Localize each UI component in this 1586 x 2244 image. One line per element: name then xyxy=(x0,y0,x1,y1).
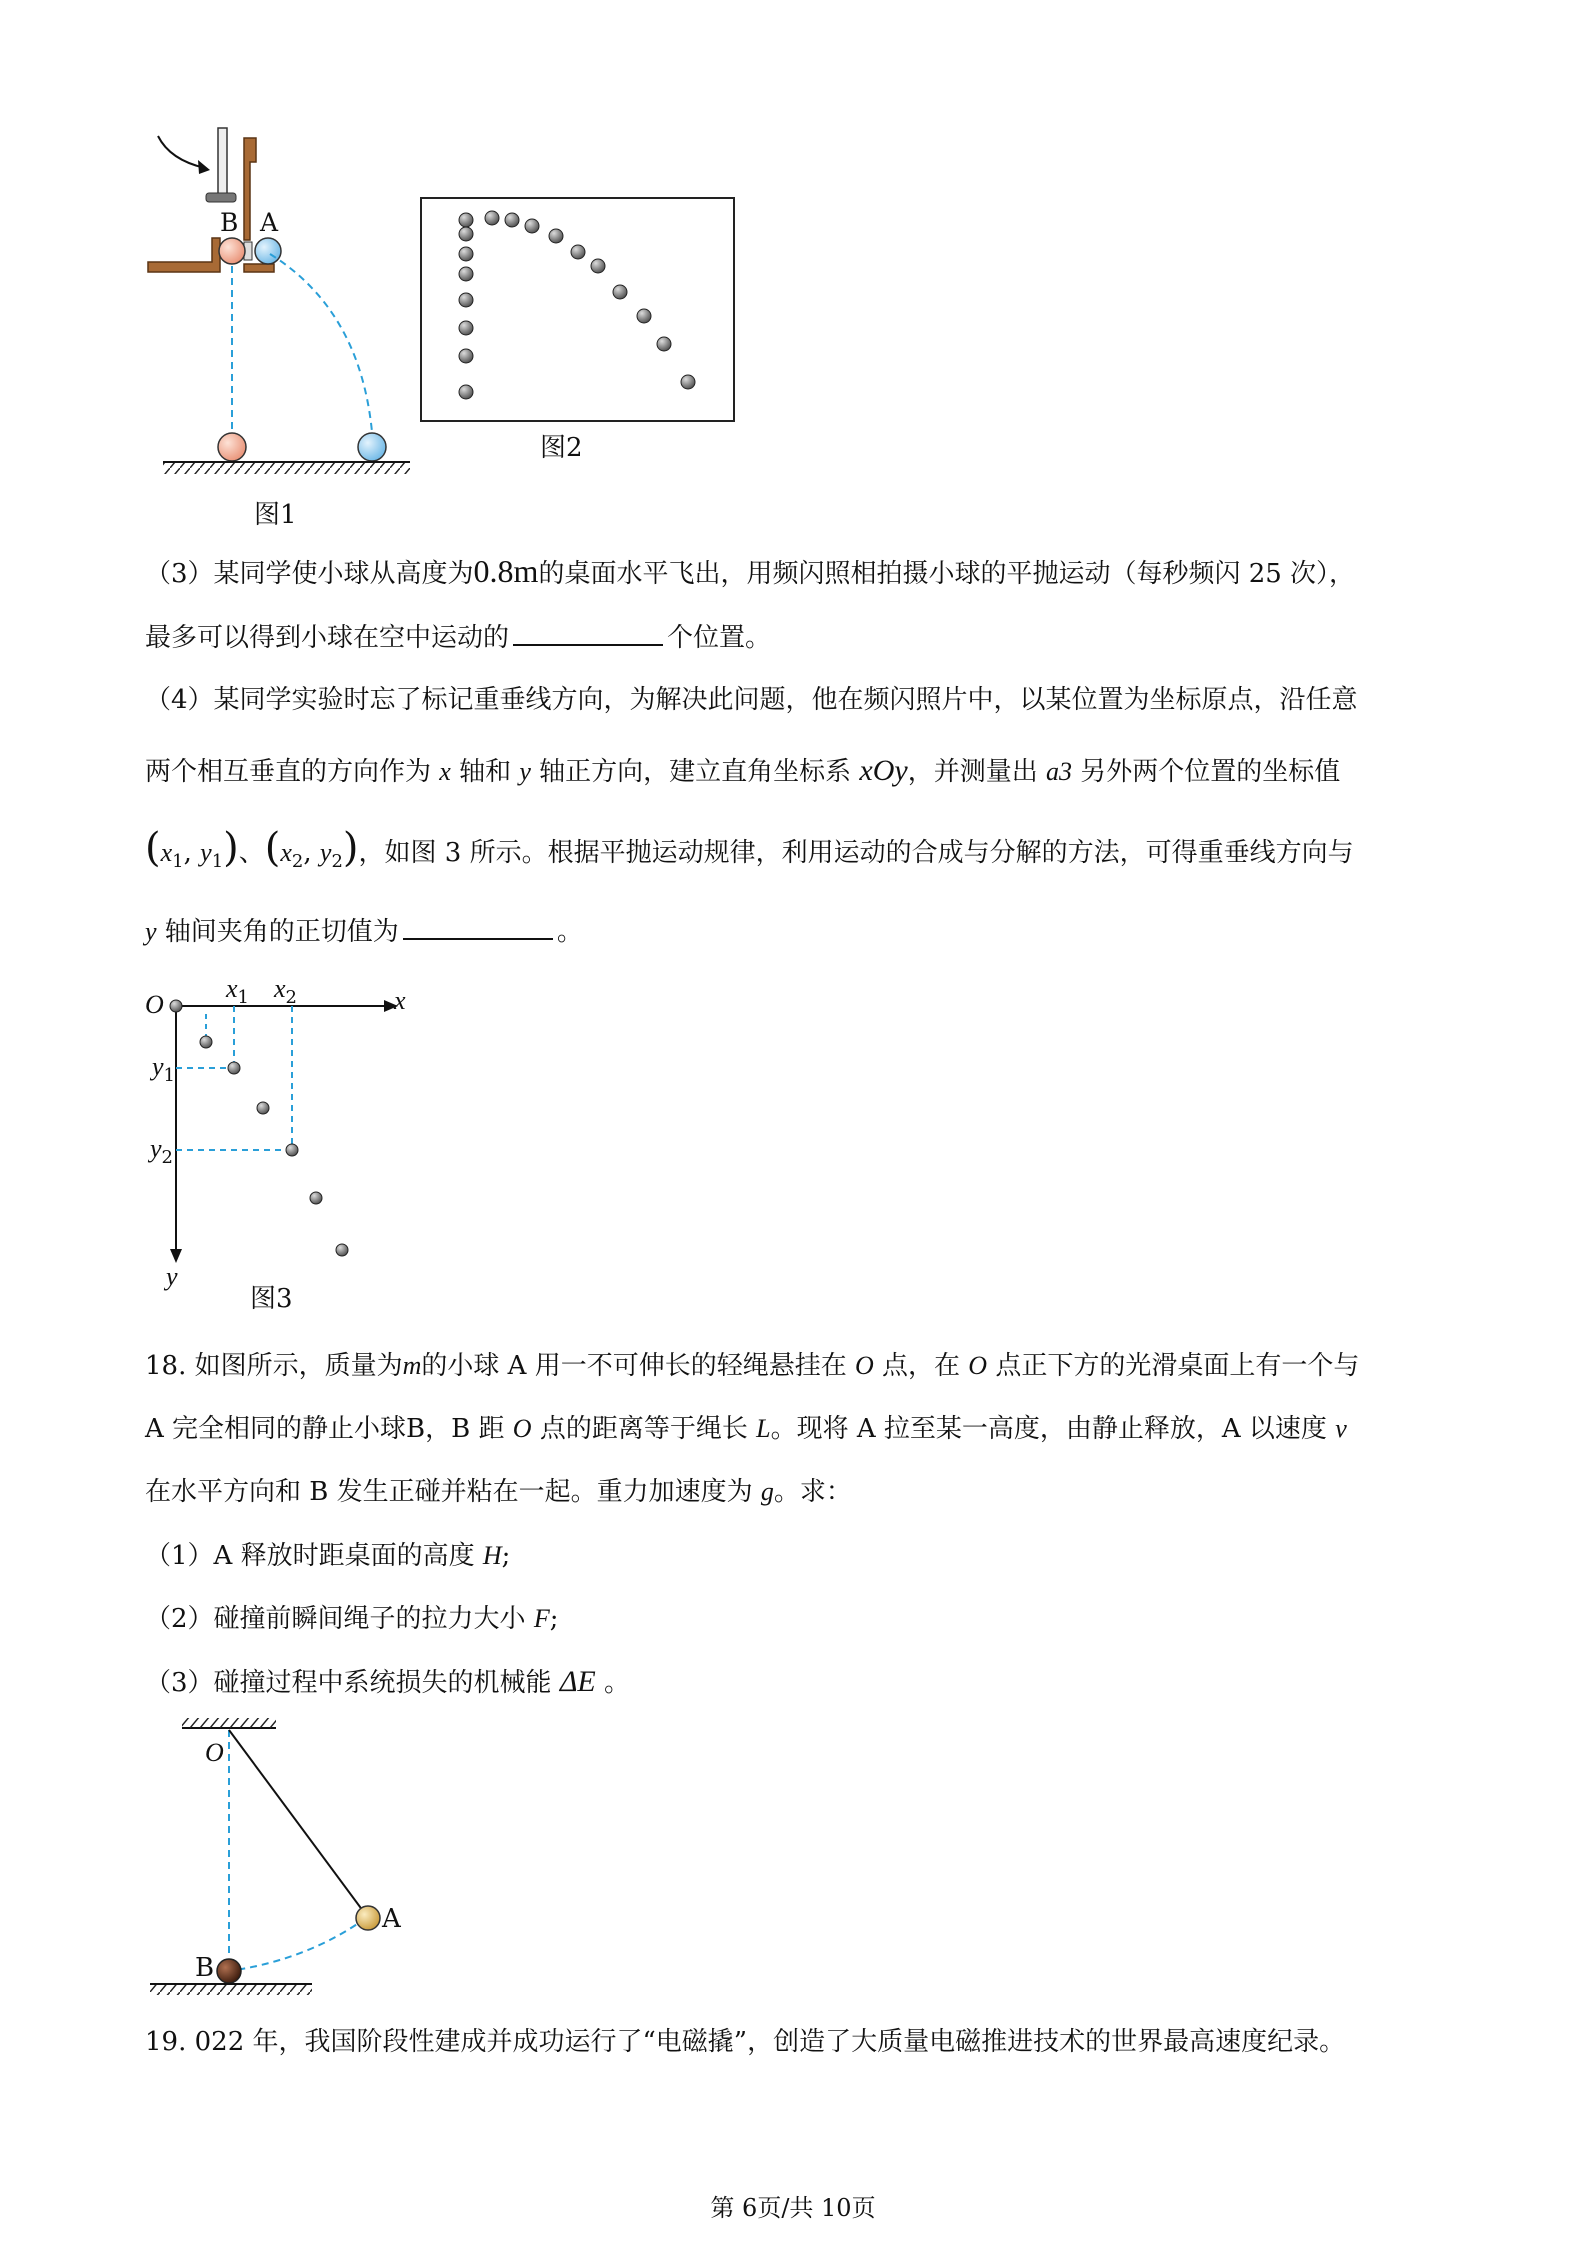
page-footer: 第 6页/共 10页 xyxy=(710,2194,876,2222)
left-shelf xyxy=(148,238,220,272)
ball-a-bottom xyxy=(358,433,386,461)
fig3-y1-label: $y_1$ xyxy=(152,1052,175,1087)
fig3-origin-label: O xyxy=(145,990,164,1019)
answer-blank-1 xyxy=(513,618,663,646)
fig3-dot xyxy=(336,1244,348,1256)
path-a xyxy=(270,254,372,432)
fig4-label-a: A xyxy=(382,1904,401,1934)
flash-dot xyxy=(525,219,539,233)
flash-dot xyxy=(459,247,473,261)
fig3-caption: 图3 xyxy=(250,1284,293,1314)
flash-dot xyxy=(459,227,473,241)
fig3-dot xyxy=(310,1192,322,1204)
fig1-caption: 图1 xyxy=(254,500,297,530)
q18-line2: A 完全相同的静止小球B，B 距 O 点的距离等于绳长 L。现将 A 拉至某一高度，由静止释放，A 以速度 v xyxy=(145,1414,1347,1444)
fig3-y-axis-label: y xyxy=(166,1262,178,1291)
arc-path xyxy=(236,1918,366,1970)
fig4-label-o: O xyxy=(205,1738,224,1767)
flash-dot xyxy=(459,321,473,335)
flash-dot xyxy=(591,259,605,273)
q17-p4-line2: 两个相互垂直的方向作为 x 轴和 y 轴正方向，建立直角坐标系 xOy，并测量出 a3 另外两个位置的坐标值 xyxy=(145,754,1341,787)
q17-p3-line1: （3）某同学使小球从高度为0.8m的桌面水平飞出，用频闪照相拍摄小球的平抛运动（每秒频闪 25 次）， xyxy=(145,553,1356,589)
fig1-label-b: B xyxy=(220,208,239,237)
flash-dot xyxy=(637,309,651,323)
q17-p4-line1: （4）某同学实验时忘了标记重垂线方向，为解决此问题，他在频闪照片中，以某位置为坐标原点，沿任意 xyxy=(145,685,1358,715)
curved-arrow xyxy=(158,136,205,168)
arrow-head xyxy=(198,160,210,174)
bracket xyxy=(244,138,256,240)
q17-p4-line4: y 轴间夹角的正切值为 。 xyxy=(145,912,1445,950)
ball-b-top xyxy=(219,238,245,264)
fig3-dots xyxy=(170,1000,348,1256)
fig3-x1-label: $x_1$ xyxy=(226,974,249,1009)
flash-dot xyxy=(459,349,473,363)
flash-dot xyxy=(657,337,671,351)
string xyxy=(229,1730,366,1915)
q17-p4-line3: ($x_1$, $y_1$)、($x_2$, $y_2$)，如图 3 所示。根据平抛运动规律，利用运动的合成与分解的方法，可得重垂线方向与 xyxy=(145,825,1354,873)
answer-blank-2 xyxy=(403,912,553,940)
q18-line3: 在水平方向和 B 发生正碰并粘在一起。重力加速度为 g。求： xyxy=(145,1477,852,1507)
q18-sub1: （1）A 释放时距桌面的高度 H; xyxy=(145,1541,511,1571)
fig3-dot xyxy=(228,1062,240,1074)
flash-dot xyxy=(613,285,627,299)
fig3-y2-label: $y_2$ xyxy=(150,1134,173,1169)
fig3-dot xyxy=(170,1000,182,1012)
fig4-label-b: B xyxy=(195,1953,215,1983)
flash-dot xyxy=(505,213,519,227)
flash-dot xyxy=(459,213,473,227)
striker-knob xyxy=(206,193,236,202)
flash-dot xyxy=(459,267,473,281)
q18-line1: 18. 如图所示，质量为m的小球 A 用一不可伸长的轻绳悬挂在 O 点，在 O 点正下方的光滑桌面上有一个与 xyxy=(145,1351,1360,1381)
figure-4 xyxy=(0,0,1,1)
fig2-caption: 图2 xyxy=(540,433,583,463)
ball-b xyxy=(217,1959,241,1983)
fig3-x-axis-label: x xyxy=(394,986,406,1015)
ball-a-top xyxy=(255,238,281,264)
fig3-x2-label: $x_2$ xyxy=(274,974,297,1009)
fig3-dot xyxy=(286,1144,298,1156)
flash-dot xyxy=(549,229,563,243)
flash-dot xyxy=(681,375,695,389)
q18-sub3: （3）碰撞过程中系统损失的机械能 ΔE 。 xyxy=(145,1665,631,1698)
q19-line1: 19. 022 年，我国阶段性建成并成功运行了“电磁撬”，创造了大质量电磁推进技术的世界最高速度纪录。 xyxy=(145,2027,1346,2057)
ball-a xyxy=(356,1906,380,1930)
fig1-label-a: A xyxy=(260,208,279,237)
striker-rod xyxy=(218,128,227,196)
fig3-dot xyxy=(200,1036,212,1048)
flash-dot xyxy=(571,245,585,259)
flash-dot xyxy=(459,385,473,399)
fig3-dot xyxy=(257,1102,269,1114)
q17-p3-line2: 最多可以得到小球在空中运动的 个位置。 xyxy=(145,618,1445,656)
q18-sub2: （2）碰撞前瞬间绳子的拉力大小 F; xyxy=(145,1604,559,1634)
flash-dot xyxy=(459,293,473,307)
ball-b-bottom xyxy=(218,433,246,461)
flash-dot xyxy=(485,211,499,225)
right-shelf xyxy=(244,264,274,272)
